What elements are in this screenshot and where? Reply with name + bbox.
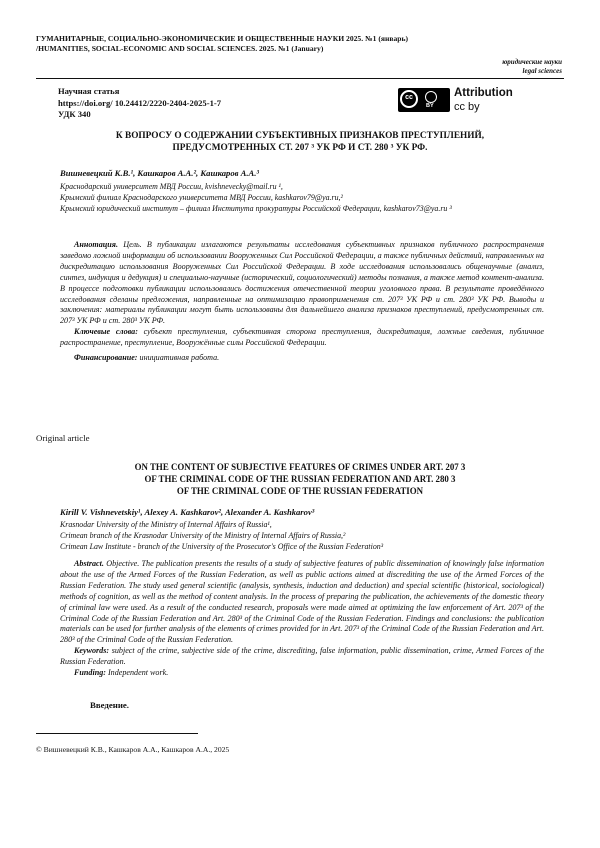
affiliation-ru-3: Крымский юридический институт – филиал Института прокуратуры Российской Федерации, kashkarov73@ya.ru ³ [60, 204, 452, 213]
abstract-ru-label: Аннотация. [74, 240, 118, 249]
affiliation-en-3: Crimean Law Institute - branch of the University of the Prosecutor's Office of the Russian Federation³ [60, 542, 384, 551]
funding-ru-text: инициативная работа. [139, 353, 220, 363]
title-en [60, 461, 540, 497]
title-ru [60, 130, 540, 154]
authors-ru: Вишневецкий К.В.¹, Кашкаров А.А.², Кашкаров А.А.³ [60, 168, 259, 178]
keywords-ru-text: субъект преступления, субъективная сторона преступления, дискредитация, ложные сведения, публичное распространение, преступление, Вооружённые силы Российской Федерации. [60, 327, 545, 348]
keywords-en-text: subject of the crime, subjective side of the crime, discrediting, false information, public dissemination, crime, Armed Forces of the Russian Federation. [60, 646, 544, 667]
abstract-en-paragraph [60, 559, 544, 646]
title-en-line1: ON THE CONTENT OF SUBJECTIVE FEATURES OF CRIMES UNDER ART. 207 3 [134, 462, 466, 472]
abstract-en [60, 559, 544, 679]
keywords-en-label: Keywords: [74, 646, 110, 656]
authors-en: Kirill V. Vishnevetskiy¹, Alexey A. Kashkarov², Alexander A. Kashkarov³ [60, 507, 315, 517]
affiliation-ru-1: Краснодарский университет МВД России, kvishnevecky@mail.ru ¹, [60, 182, 283, 191]
journal-title-ru: ГУМАНИТАРНЫЕ, СОЦИАЛЬНО-ЭКОНОМИЧЕСКИЕ И ОБЩЕСТВЕННЫЕ НАУКИ 2025. №1 (январь) [36, 34, 409, 43]
license-text [454, 86, 513, 114]
person-icon [425, 91, 437, 103]
by-label: BY [426, 103, 434, 109]
article-meta [58, 86, 221, 121]
copyright-notice: © Вишневецкий К.В., Кашкаров А.А., Кашкаров А.А., 2025 [36, 745, 230, 754]
funding-ru [60, 353, 544, 364]
abstract-ru-text: Цель. В публикации излагаются результаты исследования субъективных признаков публичного распространения заведомо ложной информации об использовании Вооруженных Сил Российской Федерации, а также публичных действий, направленных на дискредитацию использования Вооруженных Сил Российской Федерации. В ходе исследования использовались общенаучные (анализ, синтез, индукция и дедукция) и специально-научные (исторический, социологический) методы познания, а также метод контент-анализа. В процессе подготовки публикации использовались достижения отечественной теории уголовного права. В результате проведённого исследования сделаны предложения, направленные на оптимизацию правоприменения ст. 207³ УК РФ и ст. 280³ УК РФ. Выводы и заключения: материалы публикации могут быть использованы для дальнейшего анализа признаков преступлений, предусмотренных ст. 207³ УК РФ и ст. 280³ УК РФ. [60, 240, 544, 326]
abstract-en-label: Abstract. [74, 559, 104, 568]
title-ru-line2: ПРЕДУСМОТРЕННЫХ СТ. 207 ³ УК РФ И СТ. 280 ³ УК РФ. [172, 143, 428, 153]
affiliation-en-1: Krasnodar University of the Ministry of Internal Affairs of Russia¹, [60, 520, 272, 529]
introduction-heading: Введение. [90, 700, 130, 710]
udc-code: УДК 340 [58, 109, 91, 119]
cc-by-badge[interactable] [398, 88, 450, 112]
funding-ru-label: Финансирование: [74, 353, 138, 363]
affiliations-en [60, 519, 544, 552]
license-label: Attribution [454, 87, 513, 99]
title-en-line2: OF THE CRIMINAL CODE OF THE RUSSIAN FEDERATION AND ART. 280 3 [144, 474, 456, 484]
title-en-line3: OF THE CRIMINAL CODE OF THE RUSSIAN FEDERATION [176, 486, 424, 496]
keywords-ru [60, 327, 544, 349]
title-ru-line1: К ВОПРОСУ О СОДЕРЖАНИИ СУБЪЕКТИВНЫХ ПРИЗНАКОВ ПРЕСТУПЛЕНИЙ, [115, 131, 485, 141]
abstract-en-text: Objective. The publication presents the results of a study of subjective features of public dissemination of knowingly false information about the use of the Armed Forces of the Russian Federation, as well as public actions aimed at discrediting the use of the Armed Forces of the Russian Federation. The study used general scientific (analysis, synthesis, induction and deduction) and special scientific (historical, sociological) methods of cognition, as well as the method of content analysis. In the process of preparing the publication, the achievements of the domestic theory of criminal law were used. As a result of the conducted research, proposals were made aimed at optimizing the law enforcement of Art. 207³ of the Criminal Code of the Russian Federation and Art. 280³ of the Criminal Code of the Russian Federation. Findings and conclusions: the publication materials can be used for further analysis of the elements of crimes provided for in Art. 207³ of the Criminal Code of the Russian Federation and Art. 280³ of the Criminal Code of the Russian Federation. [60, 559, 545, 645]
section-ru: юридические науки [502, 58, 562, 66]
journal-title-en: /HUMANITIES, SOCIAL-ECONOMIC AND SOCIAL SCIENCES. 2025. №1 (January) [36, 44, 324, 53]
cc-logo-text: cc [405, 94, 413, 101]
cc-logo-icon [400, 90, 418, 108]
section-rubric [502, 58, 562, 76]
abstract-ru [60, 240, 544, 364]
section-en: legal sciences [522, 67, 562, 75]
funding-en-label: Funding: [74, 668, 106, 678]
affiliation-ru-2: Крымский филиал Краснодарского университета МВД России, kashkarov79@ya.ru,² [60, 193, 343, 202]
funding-en [60, 668, 544, 679]
affiliations-ru [60, 181, 544, 214]
license-code: cc by [454, 101, 480, 113]
footnote-divider [36, 733, 198, 734]
article-type-en: Original article [36, 433, 90, 443]
header-divider [36, 78, 564, 79]
abstract-ru-paragraph [60, 240, 544, 327]
affiliation-en-2: Crimean branch of the Krasnodar University of the Ministry of Internal Affairs of Russia,² [60, 531, 346, 540]
journal-header [36, 34, 408, 54]
doi-link[interactable]: https://doi.org/ 10.24412/2220-2404-2025-1-7 [58, 97, 222, 108]
keywords-en [60, 646, 544, 668]
keywords-ru-label: Ключевые слова: [74, 327, 138, 337]
funding-en-text: Independent work. [107, 668, 169, 678]
article-type: Научная статья [58, 86, 120, 96]
